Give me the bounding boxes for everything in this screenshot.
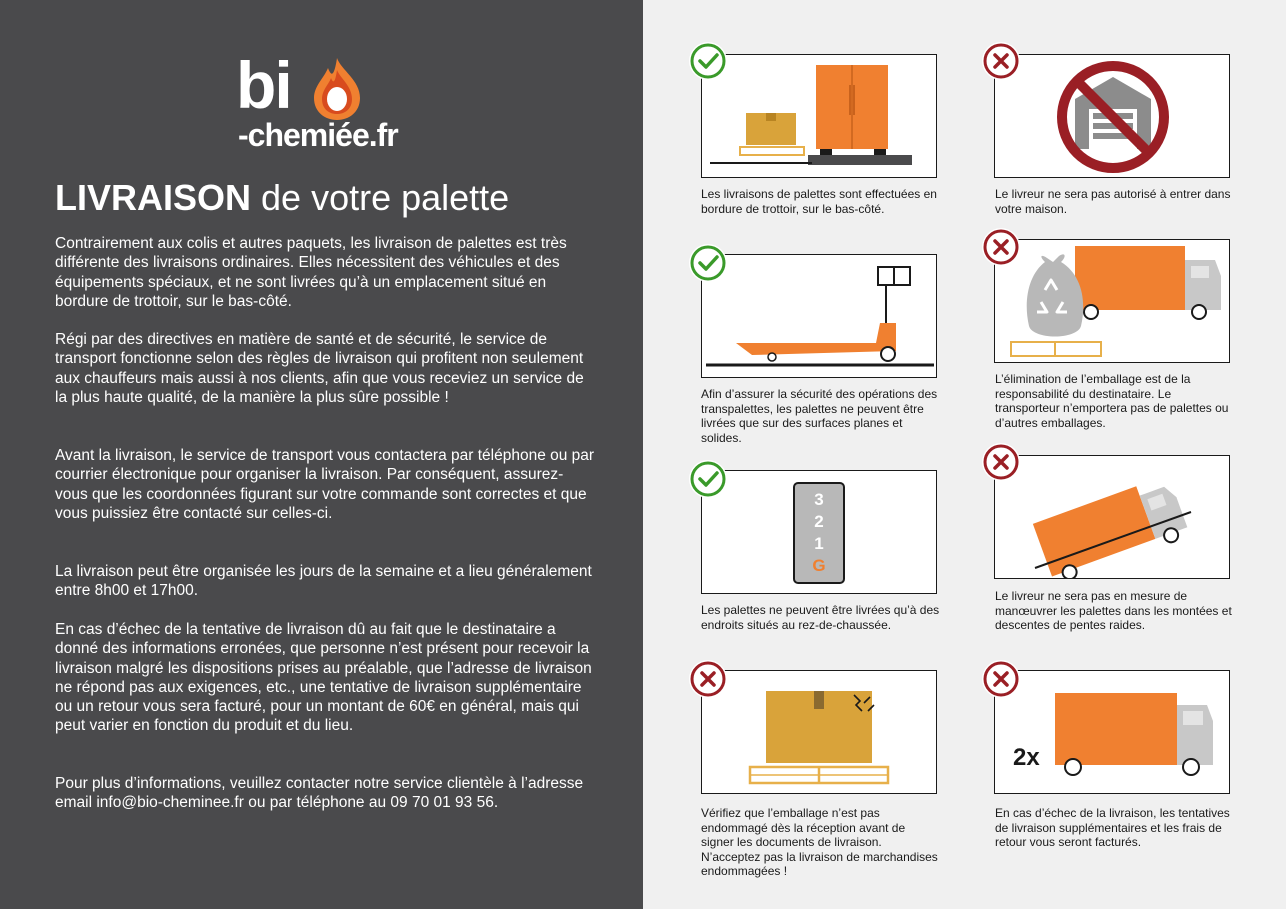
check-badge [689, 42, 727, 80]
cross-icon [982, 443, 1020, 481]
cross-badge [689, 660, 727, 698]
cross-icon [982, 228, 1020, 266]
flame-icon [310, 56, 364, 122]
paragraph-more-info: Pour plus d’informations, veuillez contacter notre service clientèle à l’adresse email info@bio-cheminee.fr ou par téléphone au 09 70 01 93 56. [55, 775, 584, 812]
panel-no-entry [994, 54, 1230, 178]
panel-slope [994, 455, 1230, 579]
page-title [55, 176, 509, 220]
truck-on-slope-icon [995, 456, 1230, 579]
caption-pallet-jack: Afin d’assurer la sécurité des opérations des transpalettes, les palettes ne peuvent être livrées que sur des surfaces planes et solides. [701, 387, 938, 445]
cross-badge [982, 660, 1020, 698]
cross-badge [982, 228, 1020, 266]
packaging-waste-truck-icon [995, 240, 1230, 363]
check-icon [689, 460, 727, 498]
logo-text-bottom: -chemiée.fr [238, 117, 398, 153]
damaged-box-icon [702, 671, 937, 794]
pallet-jack-icon [702, 255, 937, 378]
cross-badge [982, 42, 1020, 80]
cross-icon [982, 42, 1020, 80]
caption-ground-floor: Les palettes ne peuvent être livrées qu’à des endroits situés au rez-de-chaussée. [701, 603, 940, 632]
paragraph-hours: La livraison peut être organisée les jours de la semaine et a lieu généralement entre 8h00 et 17h00. [55, 563, 592, 600]
paragraph-safety: Régi par des directives en matière de santé et de sécurité, le service de transport fonctionne selon des règles de livraison qui profitent non seulement aux chauffeurs mais aussi à nos clients, afin que vous receviez un service de la plus haute qualité, de la manière la plus sûre possible ! [55, 331, 584, 406]
brand-logo [236, 48, 416, 156]
caption-redelivery: En cas d’échec de la livraison, les tentatives de livraison supplémentaires et les frais de retour vous seront facturés. [995, 806, 1230, 850]
title-bold: LIVRAISON [55, 177, 252, 218]
check-badge [689, 244, 727, 282]
panel-pallet-jack [701, 254, 937, 378]
floor-label-1: 1 [814, 534, 824, 553]
caption-packaging: L’élimination de l’emballage est de la responsabilité du destinataire. Le transporteur n’emportera pas de palettes ou d’autres emballages. [995, 372, 1229, 430]
check-icon [689, 244, 727, 282]
caption-no-entry: Le livreur ne sera pas autorisé à entrer dans votre maison. [995, 187, 1231, 216]
rules-grid [643, 0, 1286, 909]
paragraph-contact: Avant la livraison, le service de transport vous contactera par téléphone ou par courrier électronique pour organiser la livraison. Par conséquent, assurez-vous que les coordonnées figurant sur votre commande sont correctes et que vous puissiez être contacté sur celles-ci. [55, 447, 595, 522]
caption-curbside: Les livraisons de palettes sont effectuées en bordure de trottoir, sur le bas-côté. [701, 187, 937, 216]
title-rest: de votre palette [251, 177, 510, 218]
panel-ground-floor [701, 470, 937, 594]
check-icon [689, 42, 727, 80]
check-badge [689, 460, 727, 498]
caption-slope: Le livreur ne sera pas en mesure de manœuvrer les palettes dans les montées et descentes de pentes raides. [995, 589, 1232, 633]
panel-damaged [701, 670, 937, 794]
floor-label-2: 2 [814, 512, 824, 531]
logo-text-top: bi [236, 48, 291, 122]
panel-redelivery [994, 670, 1230, 794]
cross-badge [982, 443, 1020, 481]
double-delivery-truck-icon [995, 671, 1230, 794]
no-house-entry-icon [995, 55, 1230, 178]
multiplier-label: 2x [1013, 744, 1040, 771]
floor-label-3: 3 [814, 490, 824, 509]
panel-packaging [994, 239, 1230, 363]
cross-icon [982, 660, 1020, 698]
caption-damaged: Vérifiez que l’emballage n’est pas endommagé dès la réception avant de signer les documents de livraison. N’acceptez pas la livraison de marchandises endommagées ! [701, 806, 938, 879]
panel-curbside [701, 54, 937, 178]
paragraph-failure: En cas d’échec de la tentative de livraison dû au fait que le destinataire a donné des informations erronées, que personne n’est présent pour recevoir la livraison malgré les dispositions prises au préalable, que l’adresse de livraison ne répond pas aux exigences, etc., une tentative de livraison supplémentaire ou un retour vous sera facturé, pour un montant de 60€ en général, mais qui peut varier en fonction du produit et du lieu. [55, 621, 592, 735]
elevator-floor-icon [702, 471, 937, 594]
paragraph-intro: Contrairement aux colis et autres paquets, les livraison de palettes est très différente des livraisons ordinaires. Elles nécessitent des véhicules et des équipements spéciaux, et ne sont livrées qu’à un emplacement situé en bordure de trottoir, sur le bas-côté. [55, 235, 567, 310]
cross-icon [689, 660, 727, 698]
curbside-truck-pallet-icon [702, 55, 937, 178]
floor-label-g: G [812, 556, 826, 575]
